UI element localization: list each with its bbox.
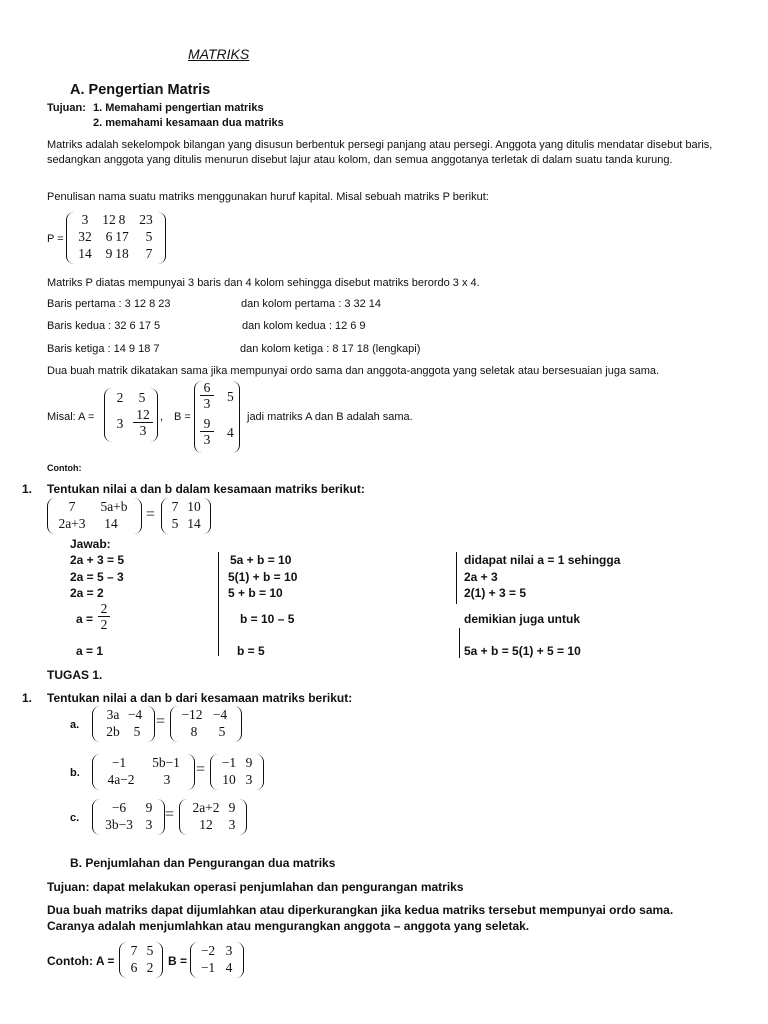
matrix-cell: 3a (106, 707, 120, 722)
fraction-2-over-2: $\frac{2}{2}$ (98, 601, 110, 632)
page-title: MATRIKS (188, 46, 250, 62)
column-divider (456, 552, 457, 604)
tujuan-item-1: 1. Memahami pengertian matriks (93, 102, 264, 114)
matrix-cell: 14 (187, 516, 201, 531)
naming-paragraph: Penulisan nama suatu matriks menggunakan huruf kapital. Misal sebuah matriks P berikut: (47, 191, 489, 203)
matrix-cell: 7 (171, 499, 179, 514)
matrix-cell: 2a+3 (58, 516, 86, 531)
section-b-line-2: Caranya adalah menjumlahkan atau mengurangkan anggota – anggota yang seletak. (47, 919, 530, 933)
matrix-cell: 5 (133, 724, 141, 739)
tujuan-item-2: 2. memahami kesamaan dua matriks (93, 117, 284, 129)
matrix-b-sum-label: B = (168, 954, 188, 968)
matrix-cell: 3b−3 (105, 817, 133, 832)
comma: , (160, 411, 164, 423)
tugas-b-lhs-matrix (92, 754, 195, 790)
matrix-cell: 5a+b (100, 499, 128, 514)
tugas-label: TUGAS 1. (47, 668, 103, 682)
kolom-kedua: dan kolom kedua : 12 6 9 (242, 320, 366, 332)
matrix-cell: 32 (78, 229, 92, 244)
kolom-pertama: dan kolom pertama : 3 32 14 (241, 298, 382, 310)
step-line: 2a + 3 = 5 (70, 553, 125, 567)
matrix-cell: 9 (145, 800, 153, 815)
example-question: Tentukan nilai a dan b dalam kesamaan matriks berikut: (47, 482, 365, 496)
step-line: a = (76, 612, 94, 626)
matrix-cell: 9 (245, 755, 253, 770)
item-label: b. (70, 767, 80, 779)
contoh-b-label: Contoh: A = (47, 954, 115, 968)
kolom-ketiga: dan kolom ketiga : 8 17 18 (lengkapi) (240, 343, 421, 355)
matrix-cell: 2a+2 (192, 800, 220, 815)
equals-sign: = (156, 713, 166, 730)
matrix-cell: 5 (171, 516, 179, 531)
matrix-cell: 9 (228, 800, 236, 815)
fraction-9-over-3: $\frac{9}{3}$ (200, 416, 214, 447)
tugas-c-rhs-matrix (179, 799, 247, 835)
matrix-cell: 4a−2 (107, 772, 135, 787)
misal-label: Misal: A = (47, 411, 95, 423)
kesamaan-text: Dua buah matrik dikatakan sama jika mempunyai ordo sama dan anggota-anggota yang seletak atau bersesuaian juga sama. (47, 365, 660, 377)
matrix-cell: 3 (116, 416, 124, 431)
jawab-label: Jawab: (70, 537, 111, 551)
matrix-cell: −6 (111, 800, 127, 815)
step-line: 5 + b = 10 (228, 586, 283, 600)
matrix-cell: −4 (212, 707, 228, 722)
contoh-label: Contoh: (47, 463, 82, 473)
tugas-number: 1. (22, 691, 33, 705)
matrix-cell: 6 (105, 229, 113, 244)
matrix-cell: 17 (115, 229, 129, 244)
matrix-cell: 14 (78, 246, 92, 261)
ordo-text: Matriks P diatas mempunyai 3 baris dan 4 kolom sehingga disebut matriks berordo 3 x 4. (47, 277, 480, 289)
step-line: 5a + b = 5(1) + 5 = 10 (464, 644, 581, 658)
tugas-a-lhs-matrix (92, 706, 155, 742)
matrix-cell: 2 (116, 390, 124, 405)
matrix-cell: 10 (187, 499, 201, 514)
matrix-cell: 3 (225, 943, 233, 958)
step-line: 2a = 2 (70, 586, 104, 600)
matrix-cell: 6 (130, 960, 138, 975)
matrix-p (66, 212, 166, 264)
section-b-line-1: Dua buah matriks dapat dijumlahkan atau diperkurangkan jika kedua matriks tersebut mempunyai ordo sama. (47, 903, 674, 917)
matrix-p-label: P = (47, 233, 64, 245)
misal-conclusion: jadi matriks A dan B adalah sama. (247, 411, 413, 423)
matrix-cell: 5 (138, 390, 146, 405)
matrix-cell: 3 (245, 772, 253, 787)
definition-paragraph: Matriks adalah sekelompok bilangan yang disusun berbentuk persegi panjang atau persegi. Anggota yang ditulis mendatar disebut baris, sedangkan anggota yang ditulis menurun disebut lajur atau kolom, dan semua anggotanya terletak di dalam suatu tanda kurung. (47, 139, 713, 166)
matrix-cell: 5 (146, 943, 154, 958)
matrix-cell: 2b (106, 724, 120, 739)
tugas-a-rhs-matrix (170, 706, 242, 742)
matrix-cell: −4 (127, 707, 143, 722)
baris-kedua: Baris kedua : 32 6 17 5 (47, 320, 161, 332)
matrix-cell: 9 (105, 246, 113, 261)
matrix-cell: −1 (111, 755, 127, 770)
equals-sign: = (165, 806, 175, 823)
matrix-cell: 4 (225, 960, 233, 975)
matrix-cell: 3 (145, 817, 153, 832)
matrix-cell: 5b−1 (152, 755, 180, 770)
step-line: 5(1) + b = 10 (228, 570, 298, 584)
example-rhs-matrix (161, 498, 211, 534)
matrix-cell: 8 (118, 212, 126, 227)
matrix-b-sum (190, 942, 244, 978)
tugas-c-lhs-matrix (92, 799, 165, 835)
matrix-cell: −2 (200, 943, 216, 958)
matrix-cell: 14 (104, 516, 118, 531)
matrix-cell: 7 (130, 943, 138, 958)
example-number: 1. (22, 482, 33, 496)
step-line: 2a + 3 (464, 570, 498, 584)
matrix-cell: −1 (221, 755, 237, 770)
step-line: b = 10 – 5 (240, 612, 295, 626)
step-line: demikian juga untuk (464, 612, 581, 626)
step-line: 5a + b = 10 (230, 553, 292, 567)
item-label: a. (70, 719, 80, 731)
matrix-cell: 7 (145, 246, 153, 261)
fraction-12-over-3: $\frac{12}{3}$ (133, 407, 153, 438)
matrix-cell: 3 (228, 817, 236, 832)
fraction-6-over-3: $\frac{6}{3}$ (200, 380, 214, 411)
tugas-question: Tentukan nilai a dan b dari kesamaan matriks berikut: (47, 691, 353, 705)
matrix-cell: 10 (222, 772, 236, 787)
tujuan-label: Tujuan: (47, 102, 86, 114)
section-a-heading: A. Pengertian Matris (70, 82, 211, 98)
step-line: 2a = 5 – 3 (70, 570, 124, 584)
matrix-cell: 12 (102, 212, 116, 227)
baris-ketiga: Baris ketiga : 14 9 18 7 (47, 343, 160, 355)
matrix-cell: 5 (145, 229, 153, 244)
matrix-cell: −1 (200, 960, 216, 975)
equals-sign: = (196, 761, 206, 778)
example-lhs-matrix (47, 498, 142, 534)
matrix-cell: 12 (199, 817, 213, 832)
matrix-cell: 5 (227, 389, 234, 404)
matrix-cell: 5 (218, 724, 226, 739)
matrix-b-label: B = (174, 411, 191, 423)
matrix-cell: 2 (146, 960, 154, 975)
matrix-cell: 23 (139, 212, 153, 227)
section-b-tujuan: Tujuan: dapat melakukan operasi penjumlahan dan pengurangan matriks (47, 880, 464, 894)
section-b-heading: B. Penjumlahan dan Pengurangan dua matriks (70, 856, 336, 870)
step-line: a = 1 (76, 644, 104, 658)
tugas-b-rhs-matrix (210, 754, 264, 790)
matrix-cell: 18 (115, 246, 129, 261)
step-line: didapat nilai a = 1 sehingga (464, 553, 621, 567)
item-label: c. (70, 812, 80, 824)
matrix-cell: 4 (227, 425, 234, 440)
matrix-a-sum (119, 942, 163, 978)
baris-pertama: Baris pertama : 3 12 8 23 (47, 298, 171, 310)
column-divider (218, 552, 219, 656)
matrix-cell: −12 (181, 707, 203, 722)
step-line: 2(1) + 3 = 5 (464, 586, 527, 600)
column-divider (459, 628, 460, 658)
matrix-cell: 7 (68, 499, 76, 514)
equals-sign: = (146, 506, 156, 523)
matrix-cell: 3 (81, 212, 89, 227)
matrix-cell: 3 (163, 772, 171, 787)
matrix-cell: 8 (190, 724, 198, 739)
step-line: b = 5 (237, 644, 265, 658)
